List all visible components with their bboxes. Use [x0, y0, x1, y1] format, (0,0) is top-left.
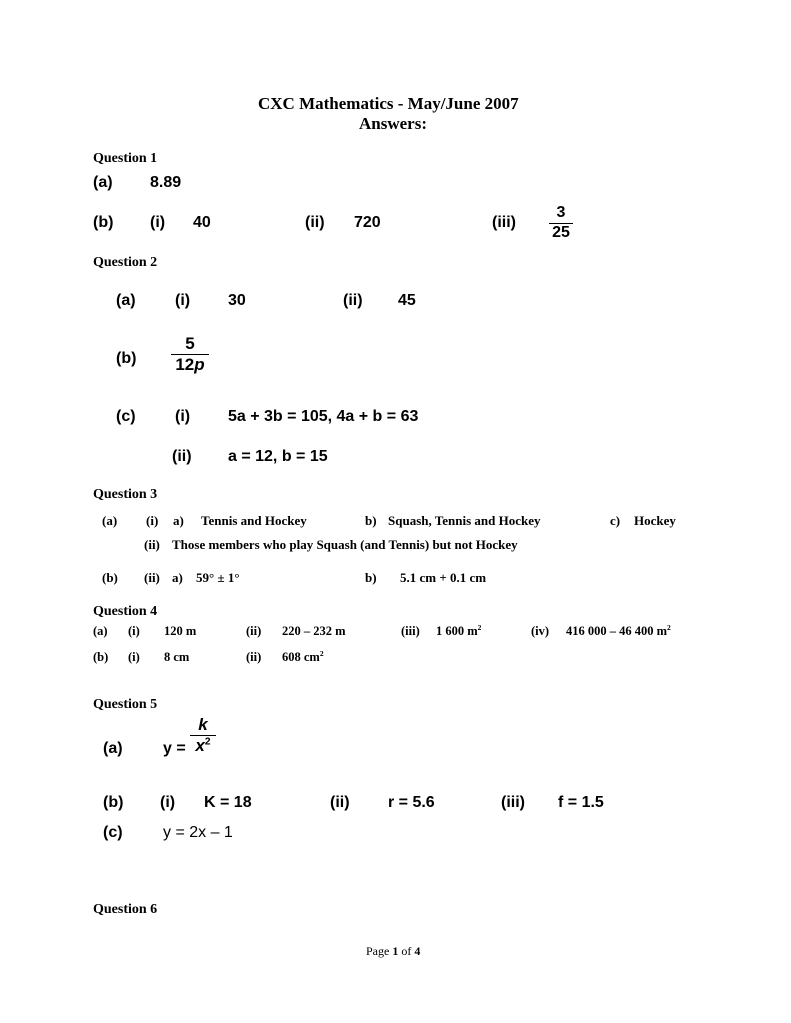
- fraction-numerator: k: [198, 715, 208, 734]
- q4-b-i-answer: 8 cm: [164, 650, 190, 664]
- q2-a-ii-answer: 45: [398, 292, 416, 309]
- q4-a-iii-label: (iii): [401, 624, 420, 638]
- q2-b-fraction: [171, 335, 209, 374]
- q4-a-iv-answer: 416 000 – 46 400 $m^2$: [566, 622, 671, 638]
- q5-c-label: (c): [103, 824, 123, 841]
- q2-a-i-answer: 30: [228, 292, 246, 309]
- q3-a-i-b-answer: Squash, Tennis and Hockey: [388, 513, 541, 528]
- question-6-heading: Question 6: [93, 902, 158, 917]
- q3-b-label: (b): [102, 570, 118, 585]
- q1-b-iii-label: (iii): [492, 214, 516, 231]
- question-3-heading: Question 3: [93, 487, 158, 502]
- q3-a-i-a-answer: Tennis and Hockey: [201, 513, 307, 528]
- q4-a-iv-label: (iv): [531, 624, 550, 638]
- q1-b-label: (b): [93, 214, 114, 231]
- q1-b-i-label: (i): [150, 214, 166, 231]
- q1-a-answer: 8.89: [150, 174, 182, 191]
- q5-b-iii-label: (iii): [501, 794, 525, 811]
- q5-b-ii-label: (ii): [330, 794, 350, 811]
- q5-a-lhs: y =: [163, 740, 186, 757]
- footer-of-word: of: [401, 944, 412, 958]
- q4-b-i-label: (i): [128, 650, 140, 664]
- q3-b-ii-b-answer: 5.1 cm + 0.1 cm: [400, 570, 487, 585]
- q3-b-ii-b-label: b): [365, 570, 377, 585]
- q5-a-label: (a): [103, 740, 123, 757]
- question-1-heading: Question 1: [93, 151, 158, 166]
- q2-b-label: (b): [116, 350, 137, 367]
- footer-page-number: 1: [392, 944, 399, 958]
- q4-a-ii-answer: 220 – 232 m: [282, 624, 346, 638]
- q1-b-iii-fraction: [549, 205, 573, 242]
- q4-b-ii-answer: 608 $cm^2$: [282, 648, 324, 664]
- page-title: CXC Mathematics - May/June 2007: [258, 94, 519, 113]
- q4-a-iii-answer: 1 600 $m^2$: [436, 622, 482, 638]
- q4-a-i-answer: 120 m: [164, 624, 197, 638]
- q5-b-iii-answer: f = 1.5: [558, 794, 604, 811]
- q5-c-answer: y = 2x – 1: [163, 824, 233, 841]
- question-2-heading: Question 2: [93, 255, 158, 270]
- page-subtitle: Answers:: [359, 114, 427, 133]
- q3-a-label: (a): [102, 513, 118, 528]
- q3-a-i-a-label: a): [173, 513, 184, 528]
- q5-a-fraction: [190, 716, 216, 755]
- q3-a-i-c-label: c): [610, 513, 621, 528]
- q5-b-i-label: (i): [160, 794, 176, 811]
- fraction-denominator: $x^2$: [195, 736, 211, 756]
- q2-c-label: (c): [116, 408, 136, 425]
- footer-page-total: 4: [414, 944, 421, 958]
- q5-b-ii-answer: r = 5.6: [388, 794, 435, 811]
- q3-b-ii-a-answer: 59° ± 1°: [196, 570, 240, 585]
- q1-a-label: (a): [93, 174, 113, 191]
- q2-a-i-label: (i): [175, 292, 191, 309]
- fraction-denominator: 25: [552, 224, 570, 242]
- q4-a-i-label: (i): [128, 624, 140, 638]
- q3-a-i-b-label: b): [365, 513, 377, 528]
- q3-a-i-c-answer: Hockey: [634, 513, 676, 528]
- q4-b-ii-label: (ii): [246, 650, 262, 664]
- q2-c-i-answer: 5a + 3b = 105, 4a + b = 63: [228, 408, 419, 425]
- q5-b-i-answer: K = 18: [204, 794, 252, 811]
- q4-a-label: (a): [93, 624, 108, 638]
- q4-a-ii-label: (ii): [246, 624, 262, 638]
- question-5-heading: Question 5: [93, 697, 158, 712]
- q5-b-label: (b): [103, 794, 124, 811]
- footer-page-word: Page: [366, 944, 390, 958]
- q2-c-ii-answer: a = 12, b = 15: [228, 448, 328, 465]
- q3-b-ii-label: (ii): [144, 570, 160, 585]
- fraction-denominator: 12p: [175, 355, 205, 375]
- q3-a-ii-label: (ii): [144, 537, 160, 552]
- q2-c-i-label: (i): [175, 408, 191, 425]
- fraction-numerator: 5: [185, 334, 195, 353]
- q3-b-ii-a-label: a): [172, 570, 183, 585]
- page-footer: [366, 944, 420, 959]
- fraction-numerator: 3: [556, 204, 566, 221]
- q2-a-ii-label: (ii): [343, 292, 363, 309]
- q2-a-label: (a): [116, 292, 136, 309]
- q1-b-ii-answer: 720: [354, 214, 381, 231]
- q3-a-i-label: (i): [146, 513, 159, 528]
- q4-b-label: (b): [93, 650, 109, 664]
- q1-b-ii-label: (ii): [305, 214, 325, 231]
- q2-c-ii-label: (ii): [172, 448, 192, 465]
- question-4-heading: Question 4: [93, 604, 158, 619]
- q1-b-i-answer: 40: [193, 214, 211, 231]
- q3-a-ii-answer: Those members who play Squash (and Tennis) but not Hockey: [172, 537, 518, 552]
